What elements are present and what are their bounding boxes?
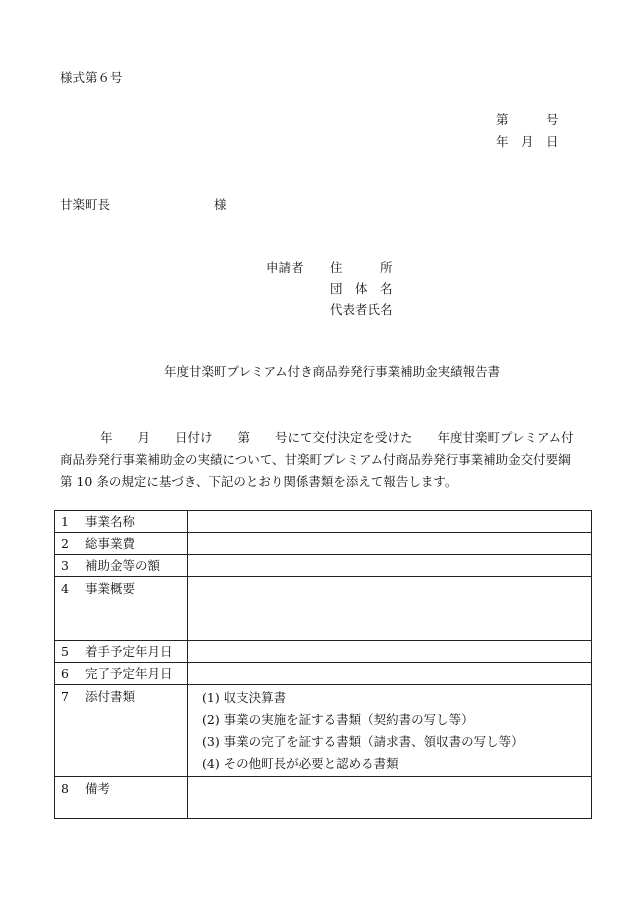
- body-line-2: 商品券発行事業補助金の実績について、甘楽町プレミアム付商品券発行事業補助金交付要綱: [60, 452, 571, 467]
- item-number: 8: [61, 781, 69, 796]
- item-label: 着手予定年月日: [85, 643, 173, 659]
- subsidy-amount-value: [188, 555, 592, 577]
- item-number: 4: [61, 581, 69, 596]
- completion-date-value: [188, 663, 592, 685]
- table-row: [55, 511, 592, 533]
- item-label-cell: [55, 555, 188, 577]
- item-number: 6: [61, 665, 69, 681]
- table-row: [55, 533, 592, 555]
- attachment-item: (4) その他町長が必要と認める書類: [202, 756, 399, 771]
- report-items-table: [54, 510, 592, 819]
- applicant-group-label: 団 体 名: [330, 281, 393, 296]
- attachment-item: (1) 収支決算書: [202, 690, 287, 705]
- table-row: [55, 555, 592, 577]
- body-line-3: 第 10 条の規定に基づき、下記のとおり関係書類を添えて報告します。: [60, 474, 458, 489]
- table-row: [55, 577, 592, 641]
- item-label: 補助金等の額: [85, 557, 161, 573]
- item-label-cell: [55, 777, 188, 819]
- document-date: 年 月 日: [496, 134, 559, 149]
- body-line-1: 年 月 日付け 第 号にて交付決定を受けた 年度甘楽町プレミアム付: [100, 430, 574, 445]
- form-number: 様式第６号: [60, 70, 123, 85]
- total-cost-value: [188, 533, 592, 555]
- report-title: 年度甘楽町プレミアム付き商品券発行事業補助金実績報告書: [164, 364, 501, 379]
- remarks-value: [188, 777, 592, 819]
- attachment-item: (2) 事業の実施を証する書類（契約書の写し等）: [202, 712, 474, 727]
- attachments-cell: [188, 685, 592, 777]
- item-label: 総事業費: [85, 535, 136, 551]
- applicant-label: 申請者: [266, 260, 304, 275]
- project-name-value: [188, 511, 592, 533]
- item-label-cell: [55, 685, 188, 777]
- item-number: 3: [61, 557, 69, 573]
- document-number: 第 号: [496, 112, 559, 127]
- item-label-cell: [55, 533, 188, 555]
- addressee-honorific: 様: [214, 197, 227, 212]
- table-row: [55, 777, 592, 819]
- applicant-representative-label: 代表者氏名: [330, 302, 393, 317]
- item-label: 添付書類: [85, 689, 136, 704]
- table-row: [55, 641, 592, 663]
- item-number: 2: [61, 535, 69, 551]
- addressee-name: 甘楽町長: [60, 197, 111, 212]
- item-label-cell: [55, 577, 188, 641]
- attachment-item: (3) 事業の完了を証する書類（請求書、領収書の写し等）: [202, 734, 524, 749]
- item-number: 5: [61, 643, 69, 659]
- item-number: 7: [61, 689, 69, 704]
- start-date-value: [188, 641, 592, 663]
- item-label: 事業概要: [85, 581, 136, 596]
- item-label: 備考: [85, 781, 111, 796]
- item-number: 1: [61, 513, 69, 529]
- table-row: [55, 663, 592, 685]
- item-label-cell: [55, 511, 188, 533]
- project-summary-value: [188, 577, 592, 641]
- table-row: [55, 685, 592, 777]
- item-label-cell: [55, 663, 188, 685]
- applicant-address-label: 住 所: [330, 260, 393, 275]
- item-label-cell: [55, 641, 188, 663]
- item-label: 完了予定年月日: [85, 665, 173, 681]
- item-label: 事業名称: [85, 513, 136, 529]
